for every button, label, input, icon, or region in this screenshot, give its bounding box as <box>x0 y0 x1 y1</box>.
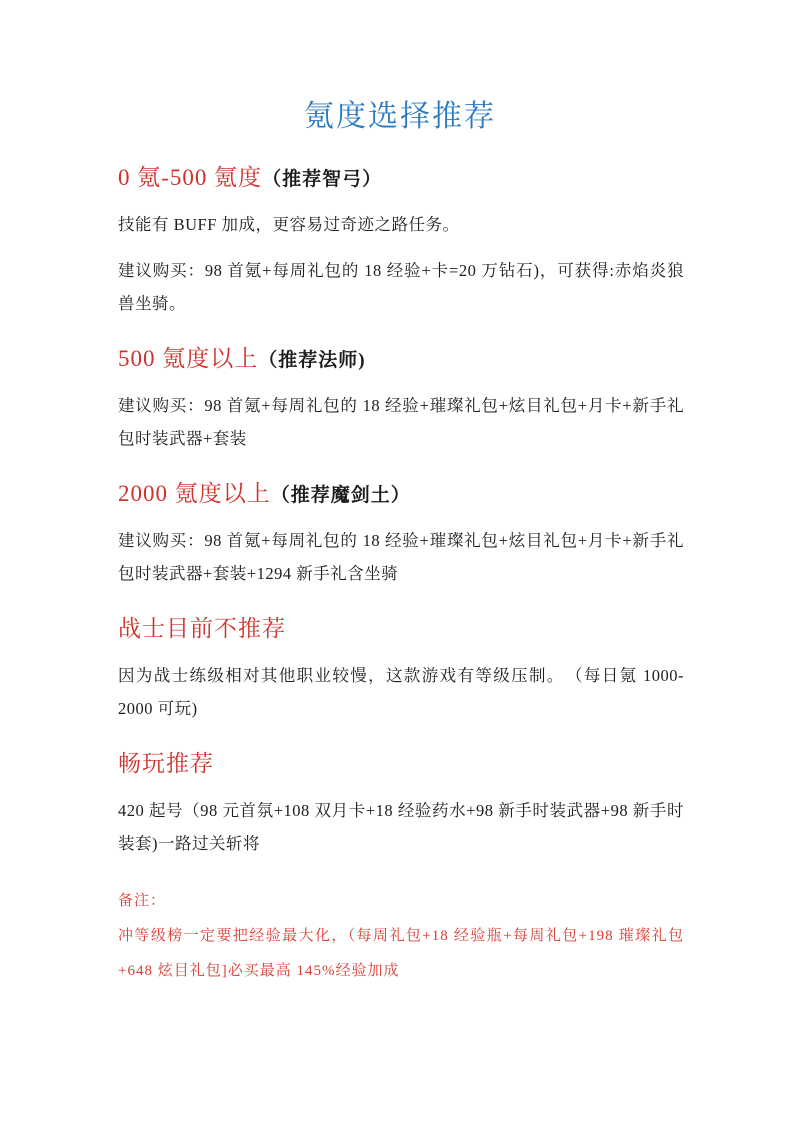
heading-red-text: 2000 氪度以上 <box>118 481 271 506</box>
paragraph: 技能有 BUFF 加成，更容易过奇迹之路任务。 <box>118 215 460 234</box>
paragraph: 420 起号（98 元首氛+108 双月卡+18 经验药水+98 新手时装武器+98 新手时装套)一路过关斩将 <box>118 801 684 853</box>
section-heading <box>118 344 684 376</box>
section-0-500 <box>118 163 684 320</box>
note-section <box>118 884 684 989</box>
section-heading <box>118 163 684 195</box>
heading-black-text: （推荐法师) <box>258 350 366 371</box>
section-heading <box>118 614 684 646</box>
heading-black-text: （推荐魔剑土） <box>270 485 411 506</box>
paragraph: 建议购买：98 首氪+每周礼包的 18 经验+卡=20 万钻石)，可获得:赤焰炎狼兽坐骑。 <box>118 261 684 313</box>
heading-black-text: （推荐智弓） <box>262 169 383 190</box>
note-label: 备注： <box>118 893 167 909</box>
section-casual <box>118 749 684 860</box>
section-500-plus <box>118 344 684 455</box>
page-title: 氪度选择推荐 <box>304 100 496 133</box>
heading-red-text: 畅玩推荐 <box>118 751 214 776</box>
heading-red-text: 500 氪度以上 <box>118 346 259 371</box>
section-heading <box>118 479 684 511</box>
document-content <box>118 163 684 989</box>
heading-red-text: 战士目前不推荐 <box>118 616 286 641</box>
paragraph: 因为战士练级相对其他职业较慢，这款游戏有等级压制。 （每日氪 1000-2000 可玩) <box>118 666 684 718</box>
section-heading <box>118 749 684 781</box>
section-2000-plus <box>118 479 684 590</box>
paragraph: 建议购买：98 首氪+每周礼包的 18 经验+璀璨礼包+炫目礼包+月卡+新手礼包时装武器+套装 <box>118 396 684 448</box>
note-text: 冲等级榜一定要把经验最大化，（每周礼包+18 经验瓶+每周礼包+198 璀璨礼包+648 炫目礼包]必买最高 145%经验加成 <box>118 928 684 979</box>
paragraph: 建议购买：98 首氪+每周礼包的 18 经验+璀璨礼包+炫目礼包+月卡+新手礼包时装武器+套装+1294 新手礼含坐骑 <box>118 531 684 583</box>
section-warrior <box>118 614 684 725</box>
heading-red-text: 0 氪-500 氪度 <box>118 165 263 190</box>
